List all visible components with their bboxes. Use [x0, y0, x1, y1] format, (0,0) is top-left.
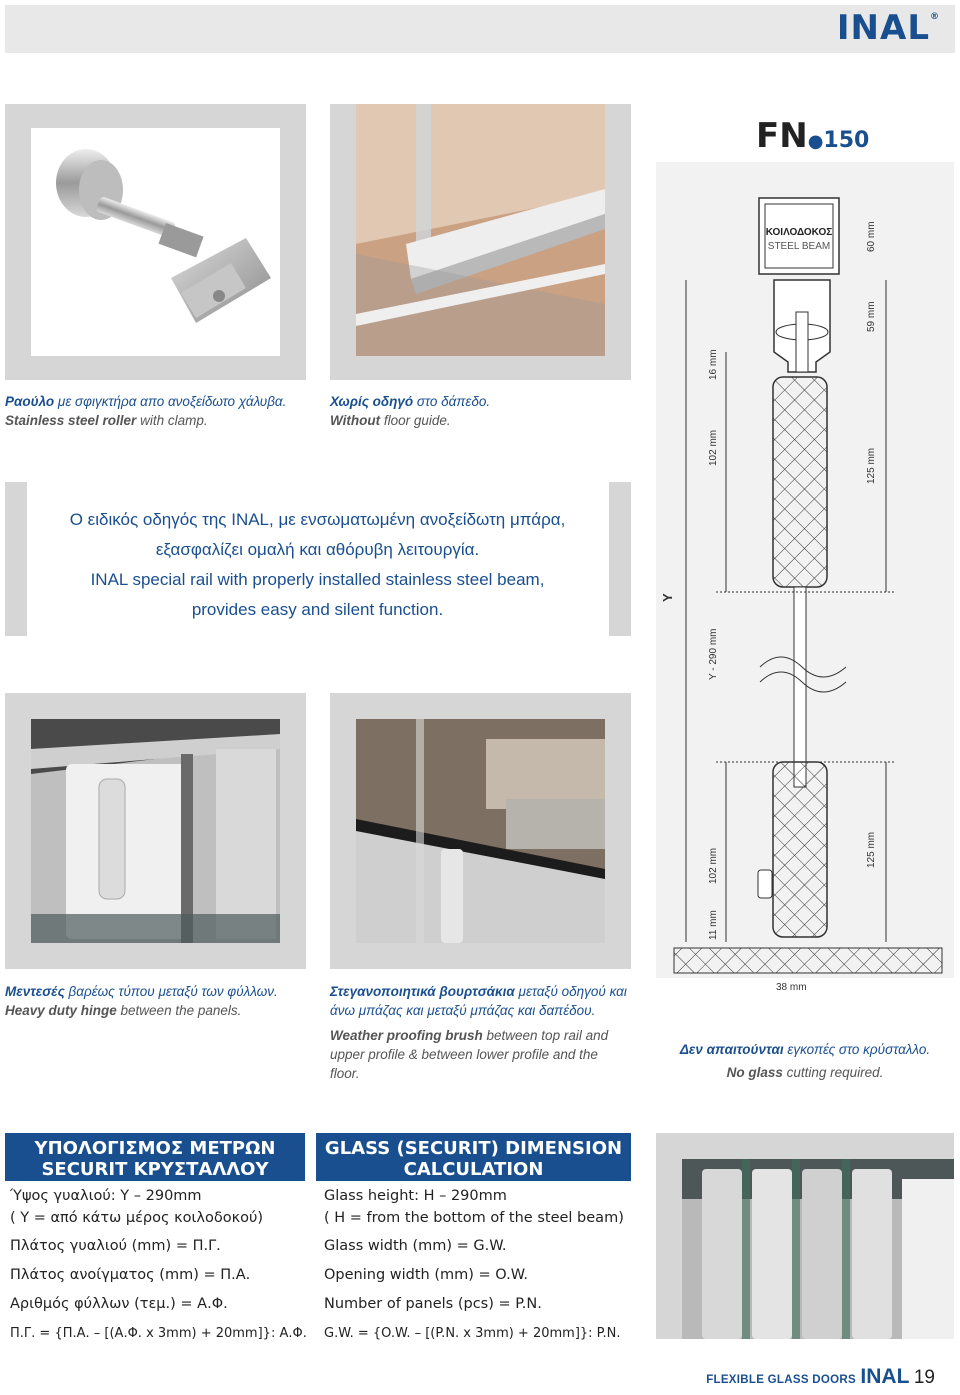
dim-16mm: 16 mm — [708, 349, 719, 380]
header-bar — [5, 5, 955, 53]
caption-brush: Στεγανοποιητικά βουρτσάκια μεταξύ οδηγού και άνω μπάζας και μεταξύ μπάζας και δαπέδου. Weather proofing brush between top rail and upper profile & between lower profile and the floor. — [330, 984, 627, 1081]
page-number: 19 — [913, 1367, 935, 1388]
floor-illustration — [356, 104, 605, 356]
table-column-english — [324, 1188, 634, 1348]
table-row: Ύψος γυαλιού: Υ – 290mm — [10, 1188, 202, 1204]
table-row: ( H = from the bottom of the steel beam) — [324, 1210, 624, 1226]
dim-125mm-top: 125 mm — [866, 447, 877, 484]
table-row: Glass height: H – 290mm — [324, 1188, 507, 1204]
caption-hinge: Μεντεσές βαρέως τύπου μεταξύ των φύλλων. Heavy duty hinge between the panels. — [5, 984, 278, 1018]
panels-illustration — [682, 1159, 954, 1339]
roller-illustration — [31, 128, 280, 356]
page-footer — [706, 1365, 935, 1389]
table-row: Glass width (mm) = G.W. — [324, 1238, 507, 1254]
table-row: Αριθμός φύλλων (τεμ.) = Α.Φ. — [10, 1296, 228, 1312]
table-row: Opening width (mm) = O.W. — [324, 1267, 528, 1283]
statement-text: Ο ειδικός οδηγός της INAL, με ενσωματωμένη ανοξείδωτη μπάρα, εξασφαλίζει ομαλή και αθόρυβη λειτουργία. INAL special rail with properly installed stainless steel beam, provides easy and silent function. — [69, 510, 566, 619]
steel-beam-label: ΚΟΙΛΟΔΟΚΟΣ STEEL BEAM — [765, 227, 833, 252]
dim-y-label: Y — [660, 593, 675, 602]
dim-60mm: 60 mm — [866, 221, 877, 252]
footer-brand: INAL — [860, 1365, 910, 1388]
caption-cutting: Δεν απαιτούνται εγκοπές στο κρύσταλλο. No glass cutting required. — [679, 1042, 931, 1080]
drawing-lines — [656, 162, 954, 978]
product-model: FN●150 — [756, 116, 870, 156]
brand-logo: INAL® — [836, 8, 940, 48]
dim-102mm-top: 102 mm — [708, 429, 719, 466]
caption-roller: Ραούλο με σφιγκτήρα απο ανοξείδωτο χάλυβα. Stainless steel roller with clamp. — [5, 394, 287, 428]
footer-text: FLEXIBLE GLASS DOORS — [706, 1374, 856, 1386]
photo-panels — [656, 1133, 954, 1339]
table-row: Πλάτος ανοίγματος (mm) = Π.Α. — [10, 1267, 251, 1283]
photo-floor — [330, 104, 631, 380]
dim-y-minus-290: Y - 290 mm — [708, 628, 719, 680]
dim-125mm-bottom: 125 mm — [866, 831, 877, 868]
table-row: ( Υ = από κάτω μέρος κοιλοδοκού) — [10, 1210, 264, 1226]
table-row: Number of panels (pcs) = P.N. — [324, 1296, 542, 1312]
caption-guide: Χωρίς οδηγό στο δάπεδο. Without floor guide. — [330, 394, 491, 428]
dim-59mm: 59 mm — [866, 301, 877, 332]
photo-roller — [5, 104, 306, 380]
photo-hinge — [5, 693, 306, 969]
dim-38mm: 38 mm — [776, 982, 807, 993]
brush-illustration — [356, 719, 605, 943]
table-header-greek: ΥΠΟΛΟΓΙΣΜΟΣ ΜΕΤΡΩΝ SECURIT ΚΡΥΣΤΑΛΛΟΥ — [5, 1133, 305, 1181]
table-header-english: GLASS (SECURIT) DIMENSION CALCULATION — [316, 1133, 631, 1181]
dim-102mm-bottom: 102 mm — [708, 847, 719, 884]
table-row: Πλάτος γυαλιού (mm) = Π.Γ. — [10, 1238, 221, 1254]
photo-brush — [330, 693, 631, 969]
table-row: G.W. = {O.W. – [(P.N. x 3mm) + 20mm]}: P.N. — [324, 1326, 621, 1341]
table-row: Π.Γ. = {Π.Α. – [(Α.Φ. x 3mm) + 20mm]}: Α.Φ. — [10, 1326, 307, 1341]
dim-11mm: 11 mm — [708, 910, 719, 940]
table-column-greek — [10, 1188, 310, 1348]
hinge-illustration — [31, 719, 280, 943]
